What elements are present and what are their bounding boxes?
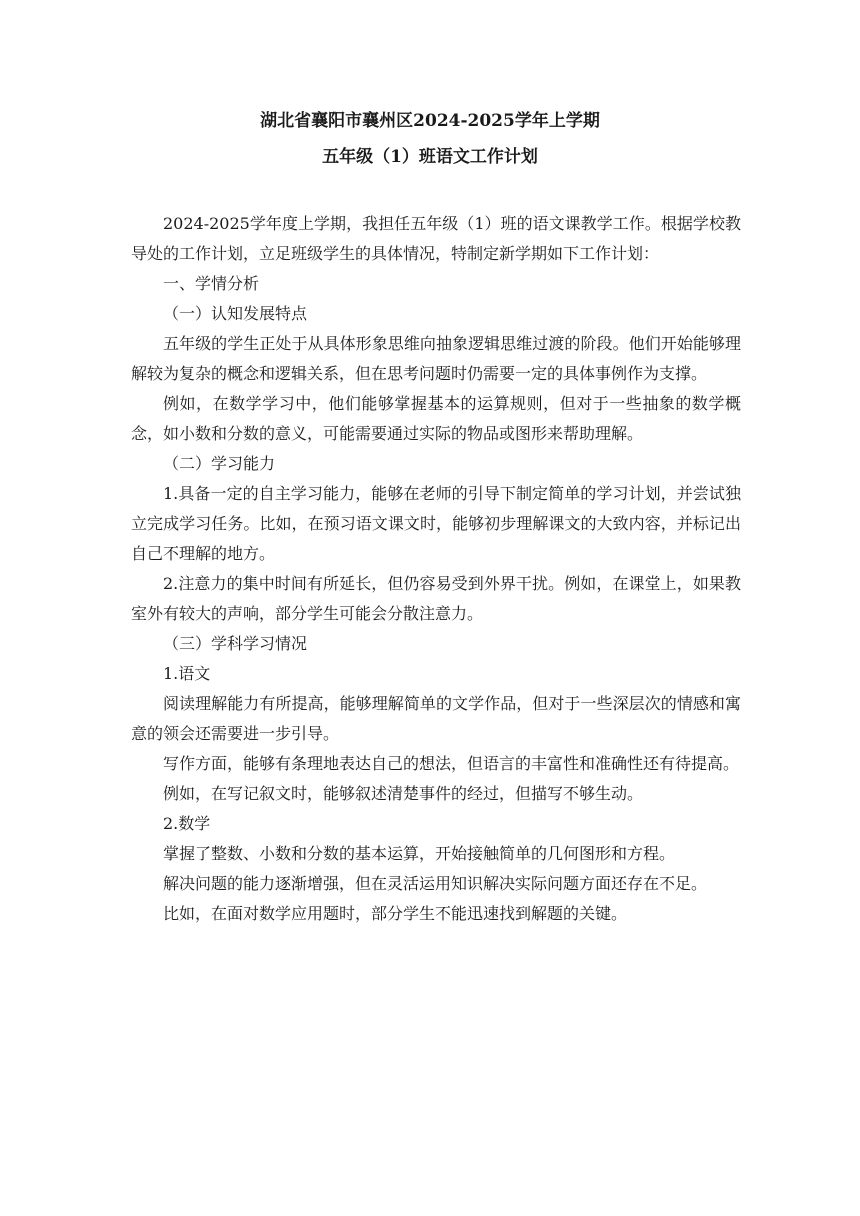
intro-paragraph: 2024-2025学年度上学期，我担任五年级（1）班的语文课教学工作。根据学校教导处的工作计划，立足班级学生的具体情况，特制定新学期如下工作计划： (131, 214, 741, 263)
document-subtitle: 五年级（1）班语文工作计划 (322, 147, 538, 167)
section-heading: 一、学情分析 (163, 274, 260, 293)
subsection-heading: （二）学习能力 (163, 454, 276, 473)
paragraph: 例如，在写记叙文时，能够叙述清楚事件的经过，但描写不够生动。 (163, 784, 644, 803)
paragraph: 阅读理解能力有所提高，能够理解简单的文学作品，但对于一些深层次的情感和寓意的领会还需要进一步引导。 (131, 694, 741, 743)
list-item: 2.注意力的集中时间有所延长，但仍容易受到外界干扰。例如，在课堂上，如果教室外有较大的声响，部分学生可能会分散注意力。 (131, 574, 741, 623)
paragraph: 比如，在面对数学应用题时，部分学生不能迅速找到解题的关键。 (163, 904, 628, 923)
paragraph: 例如，在数学学习中，他们能够掌握基本的运算规则，但对于一些抽象的数学概念，如小数和分数的意义，可能需要通过实际的物品或图形来帮助理解。 (131, 394, 741, 443)
subsection-heading: （一）认知发展特点 (163, 304, 308, 323)
paragraph: 解决问题的能力逐渐增强，但在灵活运用知识解决实际问题方面还存在不足。 (163, 874, 708, 893)
paragraph: 五年级的学生正处于从具体形象思维向抽象逻辑思维过渡的阶段。他们开始能够理解较为复杂的概念和逻辑关系，但在思考问题时仍需要一定的具体事例作为支撑。 (131, 334, 741, 383)
list-item: 1.具备一定的自主学习能力，能够在老师的引导下制定简单的学习计划，并尝试独立完成学习任务。比如，在预习语文课文时，能够初步理解课文的大致内容，并标记出自己不理解的地方。 (131, 484, 741, 563)
subject-heading: 1.语文 (163, 664, 211, 683)
subsection-heading: （三）学科学习情况 (163, 634, 308, 653)
paragraph: 掌握了整数、小数和分数的基本运算，开始接触简单的几何图形和方程。 (163, 844, 676, 863)
document-title: 湖北省襄阳市襄州区2024-2025学年上学期 (260, 111, 600, 131)
subject-heading: 2.数学 (163, 814, 211, 833)
document-body (131, 209, 741, 929)
paragraph: 写作方面，能够有条理地表达自己的想法，但语言的丰富性和准确性还有待提高。 (163, 754, 740, 773)
